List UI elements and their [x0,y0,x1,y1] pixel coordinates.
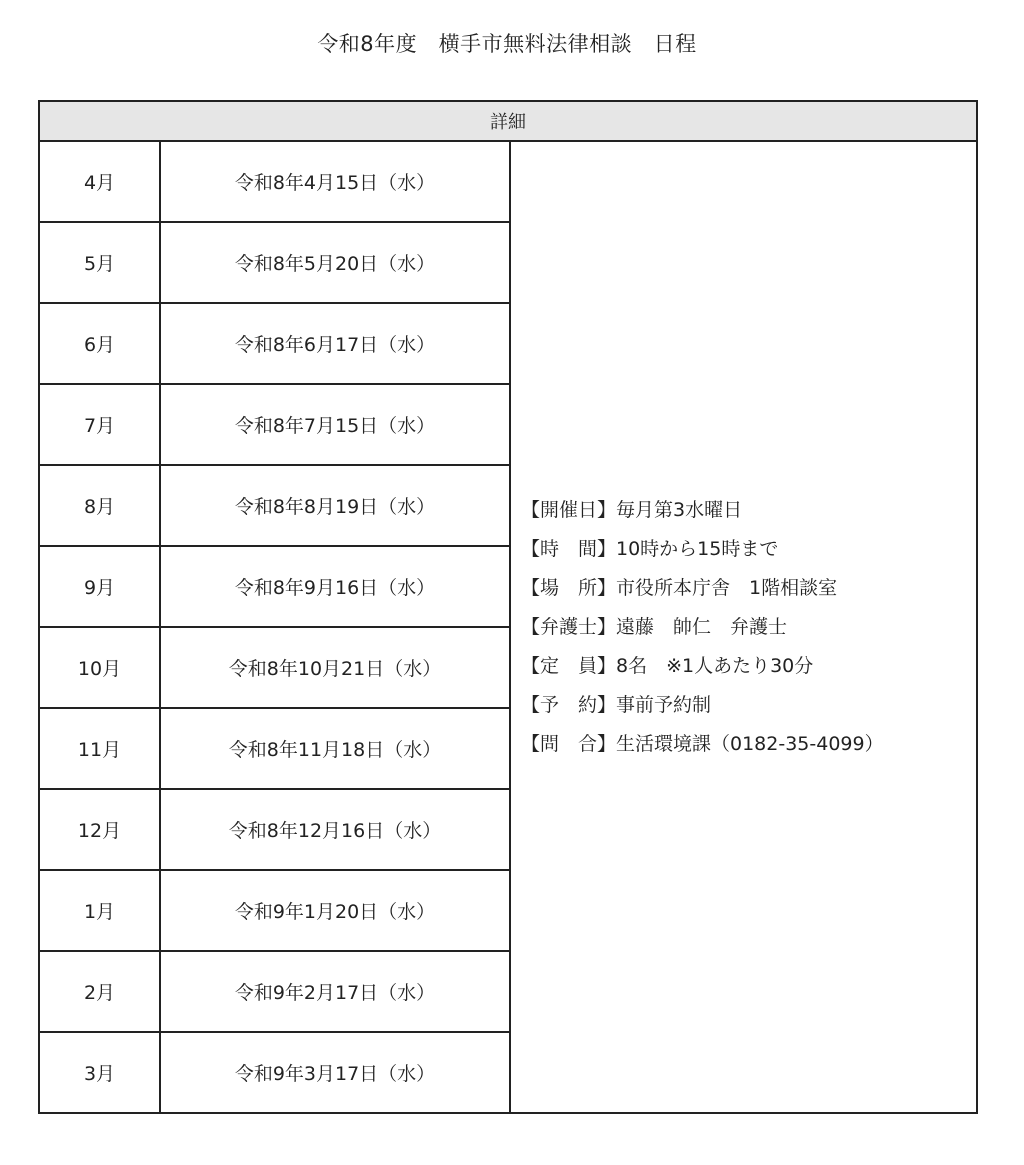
date-cell: 令和9年2月17日（水） [160,951,510,1032]
date-cell: 令和8年6月17日（水） [160,303,510,384]
date-cell: 令和9年1月20日（水） [160,870,510,951]
detail-line: 【弁護士】遠藤 帥仁 弁護士 [521,615,788,638]
month-cell: 6月 [39,303,160,384]
schedule-table [38,100,978,1114]
table-row [39,141,977,222]
date-cell: 令和8年12月16日（水） [160,789,510,870]
date-cell: 令和8年11月18日（水） [160,708,510,789]
date-cell: 令和8年8月19日（水） [160,465,510,546]
month-cell: 8月 [39,465,160,546]
document-title: 令和8年度 横手市無料法律相談 日程 [317,32,697,56]
month-cell: 10月 [39,627,160,708]
month-cell: 9月 [39,546,160,627]
month-cell: 2月 [39,951,160,1032]
date-cell: 令和8年7月15日（水） [160,384,510,465]
header-row [39,101,977,141]
month-cell: 11月 [39,708,160,789]
date-cell: 令和9年3月17日（水） [160,1032,510,1113]
month-cell: 1月 [39,870,160,951]
header-cell: 詳細 [39,101,977,141]
month-cell: 7月 [39,384,160,465]
month-cell: 4月 [39,141,160,222]
date-cell: 令和8年10月21日（水） [160,627,510,708]
detail-line: 【問 合】生活環境課（0182-35-4099） [521,732,884,755]
month-cell: 5月 [39,222,160,303]
month-cell: 12月 [39,789,160,870]
detail-line: 【定 員】8名 ※1人あたり30分 [521,654,814,677]
date-cell: 令和8年9月16日（水） [160,546,510,627]
detail-line: 【予 約】事前予約制 [521,693,712,716]
date-cell: 令和8年5月20日（水） [160,222,510,303]
detail-line: 【時 間】10時から15時まで [521,537,779,560]
detail-line: 【場 所】市役所本庁舎 1階相談室 [521,576,838,599]
detail-line: 【開催日】毎月第3水曜日 [521,498,743,521]
date-cell: 令和8年4月15日（水） [160,141,510,222]
details-cell [510,141,977,1113]
month-cell: 3月 [39,1032,160,1113]
